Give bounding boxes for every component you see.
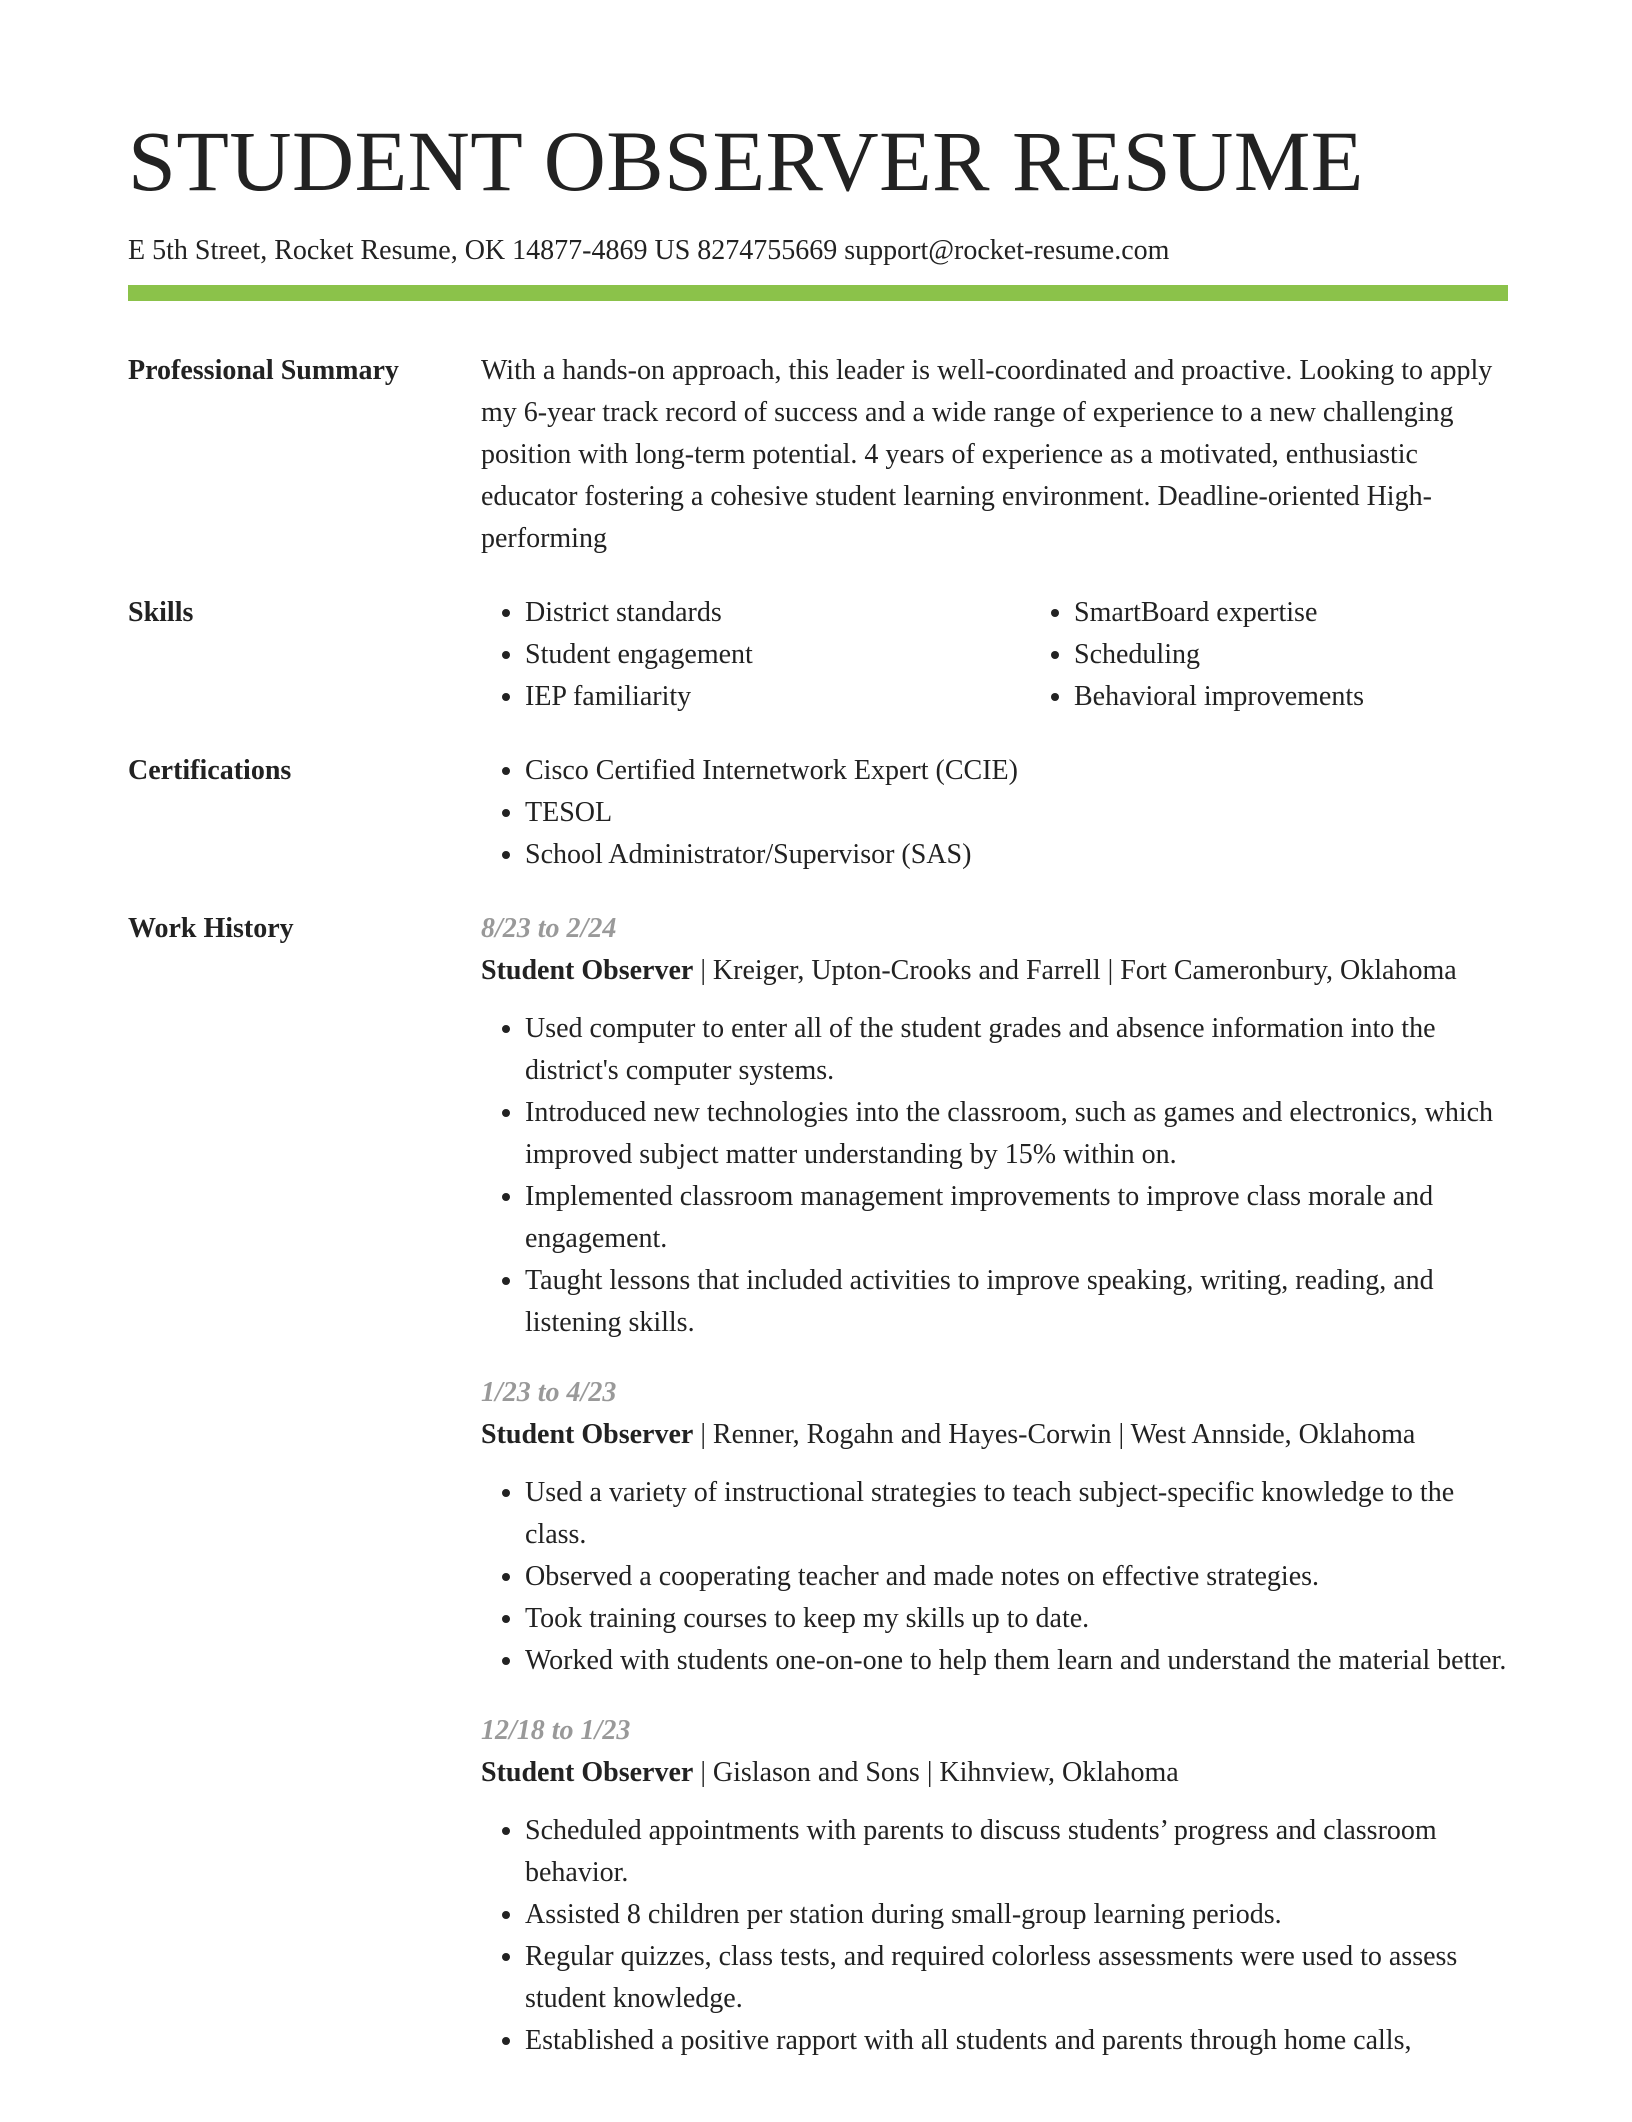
work-history-section bbox=[128, 908, 1508, 2090]
skill-item: • Scheduling bbox=[1074, 634, 1579, 676]
certification-item: • TESOL bbox=[525, 792, 1508, 834]
certifications-section bbox=[128, 750, 1508, 876]
job-bullet: • Assisted 8 children per station during small-group learning periods. bbox=[525, 1894, 1508, 1936]
skills-section bbox=[128, 592, 1508, 718]
job-title: Student Observer bbox=[481, 1419, 694, 1450]
job-heading bbox=[481, 1752, 1508, 1794]
job-bullets bbox=[481, 1472, 1508, 1682]
job-bullet: • Taught lessons that included activities to improve speaking, writing, reading, and listening skills. bbox=[525, 1260, 1508, 1344]
skill-item: • SmartBoard expertise bbox=[1074, 592, 1579, 634]
job-dates: 12/18 to 1/23 bbox=[481, 1715, 631, 1746]
job-bullets bbox=[481, 1008, 1508, 1344]
certifications-list bbox=[481, 750, 1508, 876]
skill-item: • IEP familiarity bbox=[525, 676, 1030, 718]
job-title: Student Observer bbox=[481, 1757, 694, 1788]
job-bullet: • Regular quizzes, class tests, and required colorless assessments were used to assess student knowledge. bbox=[525, 1936, 1508, 2020]
summary-text: With a hands-on approach, this leader is well-coordinated and proactive. Looking to apply my 6-year track record of success and a wide range of experience to a new challenging position with long-term potential. 4 years of experience as a motivated, enthusiastic educator fostering a cohesive student learning environment. Deadline-oriented High-performing bbox=[481, 355, 1493, 554]
job-dates: 1/23 to 4/23 bbox=[481, 1377, 617, 1408]
job-bullet: • Scheduled appointments with parents to discuss students’ progress and classroom behavior. bbox=[525, 1810, 1508, 1894]
header-divider bbox=[128, 285, 1508, 301]
skill-item: • Behavioral improvements bbox=[1074, 676, 1579, 718]
skills-column-2 bbox=[1030, 592, 1579, 718]
summary-section bbox=[128, 350, 1508, 560]
certification-item: • School Administrator/Supervisor (SAS) bbox=[525, 834, 1508, 876]
job-employer-location: | Renner, Rogahn and Hayes-Corwin | West Annside, Oklahoma bbox=[693, 1419, 1416, 1450]
job-entry bbox=[481, 1710, 1508, 2062]
job-bullet: • Worked with students one-on-one to help them learn and understand the material better. bbox=[525, 1640, 1508, 1682]
skills-grid bbox=[481, 592, 1508, 718]
section-label-summary: Professional Summary bbox=[128, 355, 399, 386]
job-entry bbox=[481, 908, 1508, 1344]
job-title: Student Observer bbox=[481, 955, 694, 986]
section-label-skills: Skills bbox=[128, 597, 194, 628]
skill-item: • Student engagement bbox=[525, 634, 1030, 676]
job-bullet: • Took training courses to keep my skills up to date. bbox=[525, 1598, 1508, 1640]
certification-item: • Cisco Certified Internetwork Expert (CCIE) bbox=[525, 750, 1508, 792]
skill-item: • District standards bbox=[525, 592, 1030, 634]
job-bullet: • Implemented classroom management improvements to improve class morale and engagement. bbox=[525, 1176, 1508, 1260]
job-employer-location: | Gislason and Sons | Kihnview, Oklahoma bbox=[693, 1757, 1179, 1788]
section-label-work-history: Work History bbox=[128, 913, 294, 944]
job-heading bbox=[481, 1414, 1508, 1456]
skills-column-1 bbox=[481, 592, 1030, 718]
job-dates: 8/23 to 2/24 bbox=[481, 913, 617, 944]
job-bullet: • Introduced new technologies into the classroom, such as games and electronics, which improved subject matter understanding by 15% within on. bbox=[525, 1092, 1508, 1176]
job-employer-location: | Kreiger, Upton-Crooks and Farrell | Fort Cameronbury, Oklahoma bbox=[693, 955, 1457, 986]
job-bullets bbox=[481, 1810, 1508, 2062]
job-bullet: • Established a positive rapport with all students and parents through home calls, bbox=[525, 2020, 1508, 2062]
job-bullet: • Observed a cooperating teacher and made notes on effective strategies. bbox=[525, 1556, 1508, 1598]
resume-title: STUDENT OBSERVER RESUME bbox=[128, 113, 1364, 209]
job-entry bbox=[481, 1372, 1508, 1682]
section-label-certifications: Certifications bbox=[128, 755, 292, 786]
job-bullet: • Used computer to enter all of the student grades and absence information into the district's computer systems. bbox=[525, 1008, 1508, 1092]
job-bullet: • Used a variety of instructional strategies to teach subject-specific knowledge to the class. bbox=[525, 1472, 1508, 1556]
resume-content bbox=[128, 350, 1508, 2122]
contact-line: E 5th Street, Rocket Resume, OK 14877-4869 US 8274755669 support@rocket-resume.com bbox=[128, 235, 1170, 266]
job-heading bbox=[481, 950, 1508, 992]
